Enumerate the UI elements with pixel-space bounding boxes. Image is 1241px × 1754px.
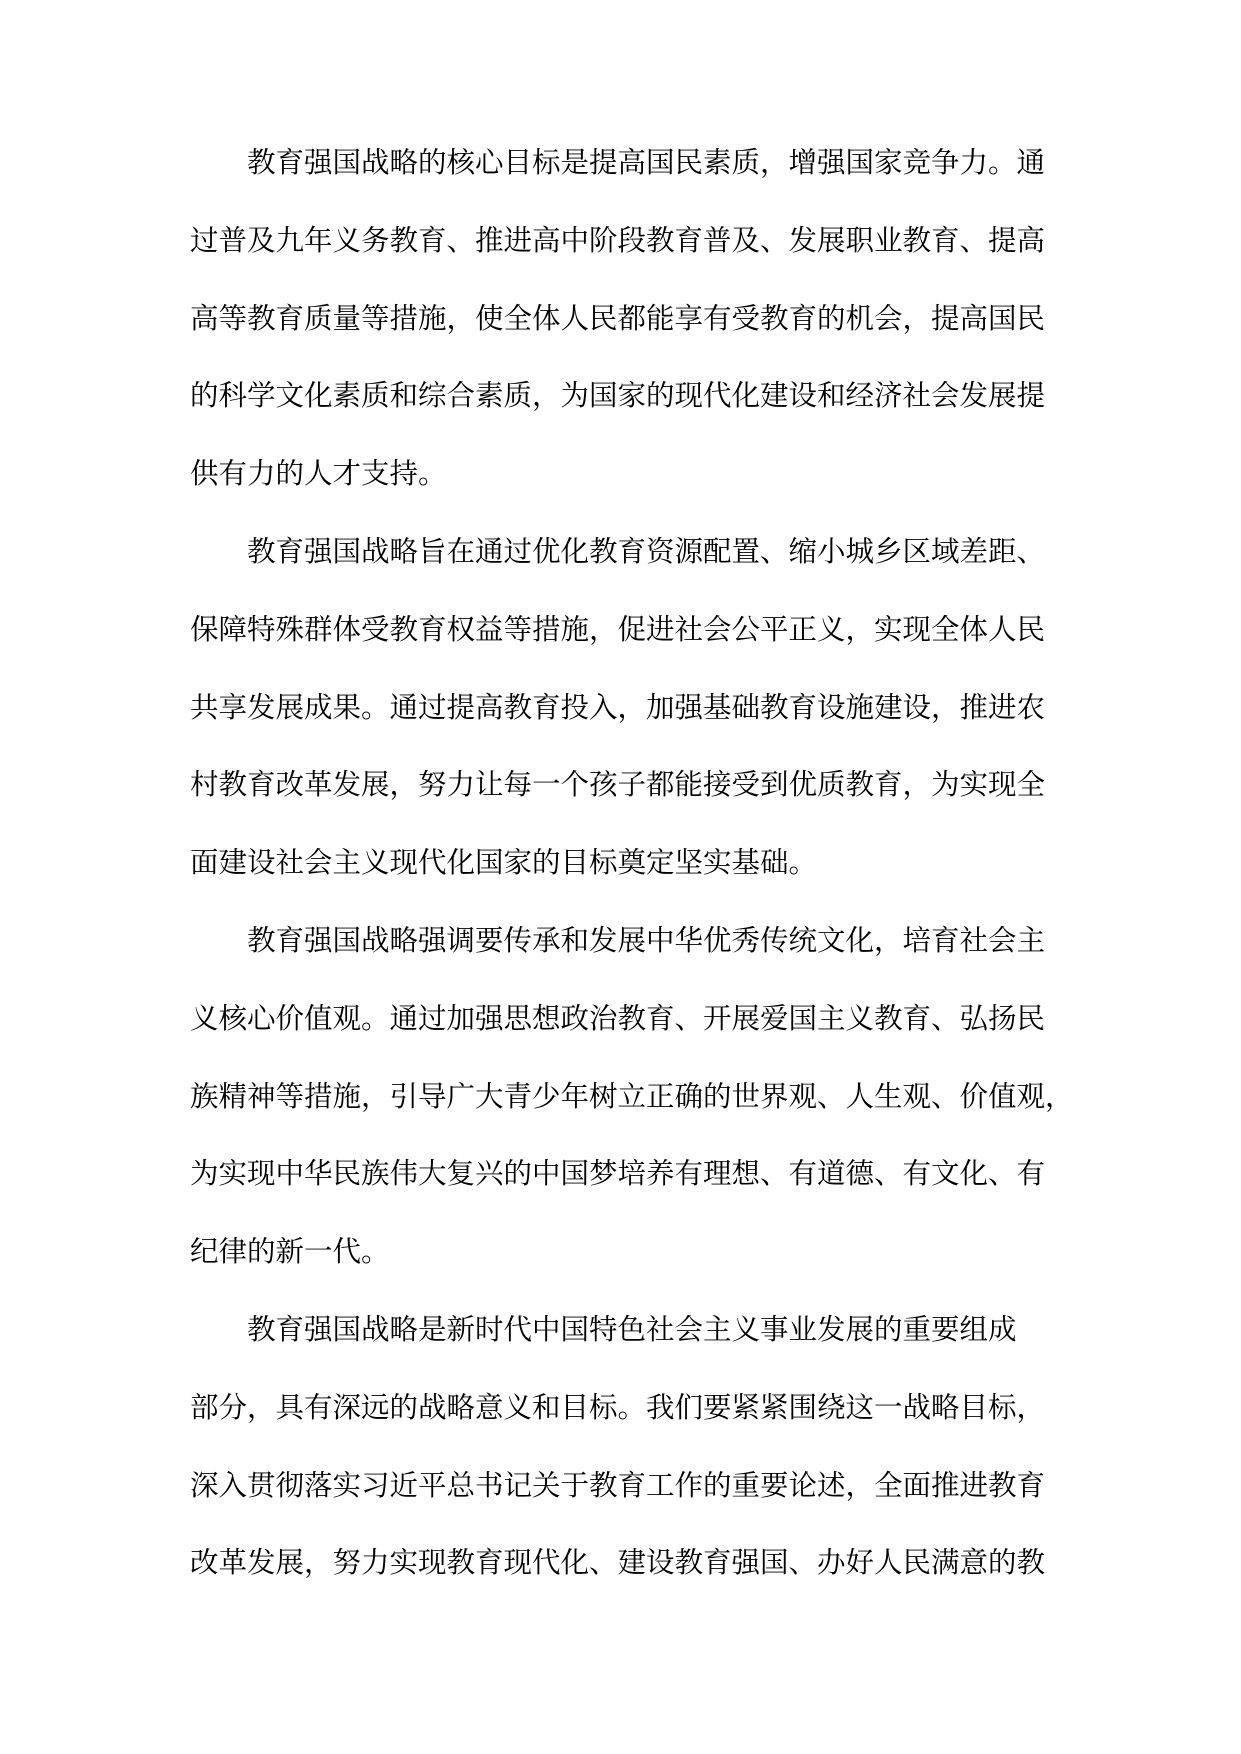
paragraph-2-line-1: 教育强国战略旨在通过优化教育资源配置、缩小城乡区域差距、 <box>247 534 1046 568</box>
document-body <box>190 146 1074 1626</box>
paragraph-1-line-5: 供有力的人才支持。 <box>190 457 447 491</box>
paragraph-2-line-5: 面建设社会主义现代化国家的目标奠定坚实基础。 <box>190 846 818 880</box>
paragraph-2-line-2: 保障特殊群体受教育权益等措施，促进社会公平正义，实现全体人民 <box>190 612 1046 646</box>
paragraph-3-line-5: 纪律的新一代。 <box>190 1235 390 1269</box>
paragraph-1-line-4: 的科学文化素质和综合素质，为国家的现代化建设和经济社会发展提 <box>190 379 1046 413</box>
paragraph-3-line-2: 义核心价值观。通过加强思想政治教育、开展爱国主义教育、弘扬民 <box>190 1001 1046 1035</box>
paragraph-3-line-4: 为实现中华民族伟大复兴的中国梦培养有理想、有道德、有文化、有 <box>190 1157 1046 1191</box>
paragraph-4-line-4: 改革发展，努力实现教育现代化、建设教育强国、办好人民满意的教 <box>190 1546 1046 1580</box>
paragraph-1-line-3: 高等教育质量等措施，使全体人民都能享有受教育的机会，提高国民 <box>190 301 1046 335</box>
paragraph-3-line-1: 教育强国战略强调要传承和发展中华优秀传统文化，培育社会主 <box>247 923 1046 957</box>
paragraph-2-line-4: 村教育改革发展，努力让每一个孩子都能接受到优质教育，为实现全 <box>190 768 1046 802</box>
paragraph-1-line-1: 教育强国战略的核心目标是提高国民素质，增强国家竞争力。通 <box>247 146 1046 179</box>
paragraph-3-line-3: 族精神等措施，引导广大青少年树立正确的世界观、人生观、价值观， <box>190 1079 1074 1113</box>
paragraph-4-line-1: 教育强国战略是新时代中国特色社会主义事业发展的重要组成 <box>247 1312 1017 1346</box>
paragraph-4-line-2: 部分，具有深远的战略意义和目标。我们要紧紧围绕这一战略目标， <box>190 1390 1046 1424</box>
paragraph-2-line-3: 共享发展成果。通过提高教育投入，加强基础教育设施建设，推进农 <box>190 690 1046 724</box>
paragraph-1-line-2: 过普及九年义务教育、推进高中阶段教育普及、发展职业教育、提高 <box>190 223 1046 257</box>
paragraph-4-line-3: 深入贯彻落实习近平总书记关于教育工作的重要论述，全面推进教育 <box>190 1468 1046 1502</box>
